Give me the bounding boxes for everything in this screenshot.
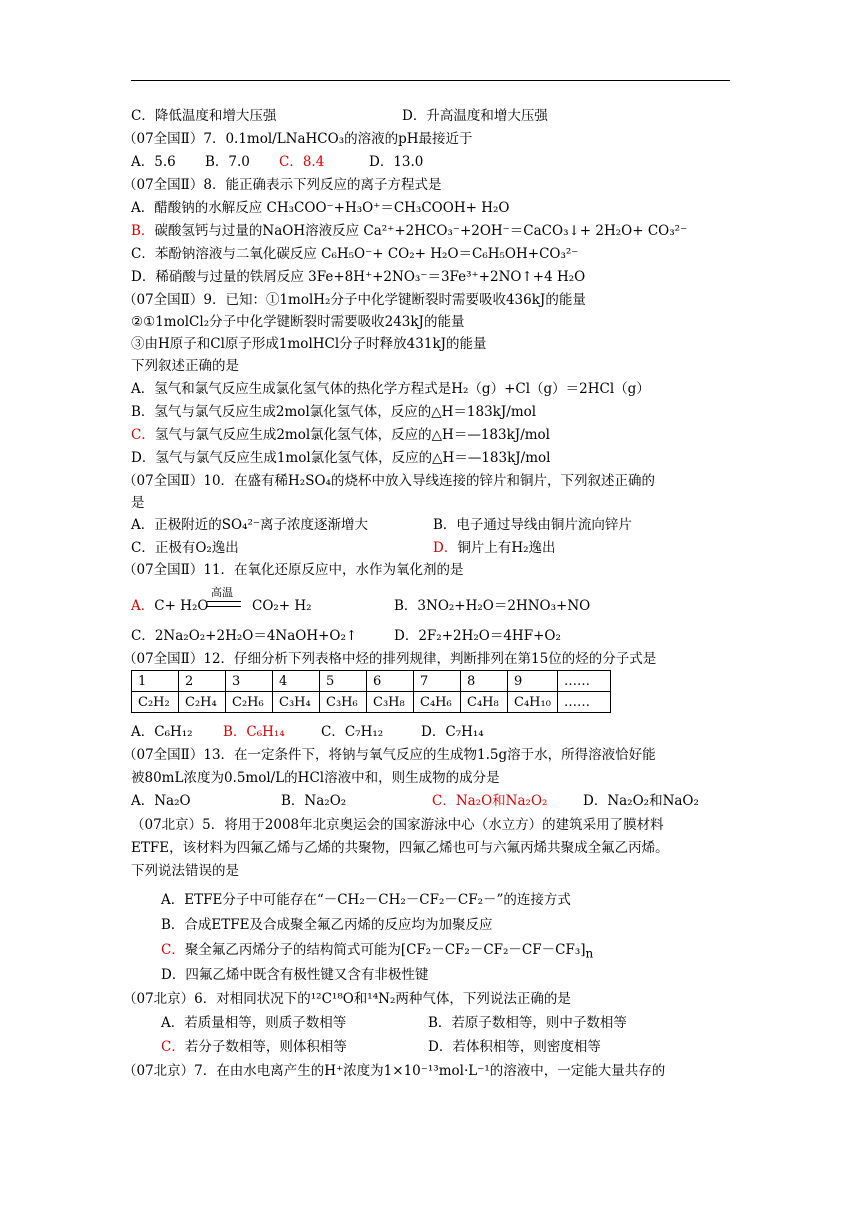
bj5-option-c-letter: C．	[161, 942, 185, 958]
q7-option-d: D．13.0	[369, 154, 424, 170]
table-row	[132, 671, 611, 692]
bj7-stem: （07北京）7．在由水电离产生的H⁺浓度为1×10⁻¹³mol·L⁻¹的溶液中，一定能大量共存的	[123, 1063, 666, 1079]
table-cell: 9	[508, 671, 558, 692]
table-cell: C₃H₆	[320, 692, 367, 713]
bj6-option-d: D．若体积相等，则密度相等	[428, 1039, 601, 1055]
q11-option-c: C．2Na₂O₂+2H₂O＝4NaOH+O₂↑	[131, 628, 358, 644]
q9-option-d: D．氢气与氯气反应生成1mol氯化氢气体，反应的△H＝—183kJ/mol	[131, 450, 551, 466]
table-cell: C₂H₆	[226, 692, 273, 713]
q9-option-c	[131, 425, 550, 445]
table-cell: 8	[461, 671, 508, 692]
table-cell: C₄H₁₀	[508, 692, 558, 713]
q9-stem: （07全国Ⅱ）9．已知：①1molH₂分子中化学键断裂时需要吸收436kJ的能量	[123, 292, 586, 308]
q11-option-a-letter: A．	[131, 598, 155, 614]
q13-stem: （07全国Ⅱ）13．在一定条件下，将钠与氧气反应的生成物1.5g溶于水，所得溶液恰好能	[123, 747, 656, 763]
table-cell: ……	[558, 671, 611, 692]
q9-option-c-letter: C．	[131, 427, 155, 443]
q11-option-b: B．3NO₂+H₂O＝2HNO₃+NO	[394, 598, 591, 614]
q9-option-a: A．氢气和氯气反应生成氯化氢气体的热化学方程式是H₂（g）+Cl（g）＝2HCl（g）	[131, 381, 650, 397]
q13-option-b: B．Na₂O₂	[281, 793, 347, 809]
table-cell: C₄H₆	[414, 692, 461, 713]
q7-stem: （07全国Ⅱ）7．0.1mol/LNaHCO₃的溶液的pH最接近于	[123, 131, 473, 147]
q8-option-b-letter: B．	[131, 223, 155, 239]
q9-given-2: ②①1molCl₂分子中化学键断裂时需要吸收243kJ的能量	[131, 314, 465, 330]
q11-option-a	[131, 596, 208, 616]
q9-given-3: ③由H原子和Cl原子形成1molHCl分子时释放431kJ的能量	[131, 336, 487, 352]
bj5-option-c-subscript-n: n	[585, 946, 594, 961]
q12-option-b: B．C₆H₁₄	[223, 724, 285, 740]
table-cell: 3	[226, 671, 273, 692]
q11-condition-label: 高温	[211, 586, 233, 599]
table-cell: 4	[273, 671, 320, 692]
bj6-stem: （07北京）6．对相同状况下的¹²C¹⁸O和¹⁴N₂两种气体，下列说法正确的是	[123, 991, 571, 1007]
q7-option-c: C．8.4	[279, 154, 325, 170]
table-cell: C₄H₈	[461, 692, 508, 713]
q8-option-a: A．醋酸钠的水解反应 CH₃COO⁻+H₃O⁺＝CH₃COOH+ H₂O	[131, 200, 510, 216]
q8-stem: （07全国Ⅱ）8．能正确表示下列反应的离子方程式是	[123, 177, 442, 193]
hydrocarbon-series-table	[131, 670, 611, 713]
q12-option-d: D．C₇H₁₄	[421, 724, 484, 740]
q12-option-c: C．C₇H₁₂	[321, 724, 384, 740]
bj5-option-b: B．合成ETFE及合成聚全氟乙丙烯的反应均为加聚反应	[161, 917, 493, 933]
table-cell: C₂H₄	[179, 692, 226, 713]
table-cell: 7	[414, 671, 461, 692]
q9-option-c-text: 氢气与氯气反应生成2mol氯化氢气体，反应的△H＝—183kJ/mol	[154, 427, 550, 443]
q9-option-b: B．氢气与氯气反应生成2mol氯化氢气体，反应的△H＝183kJ/mol	[131, 404, 537, 420]
table-cell: 2	[179, 671, 226, 692]
q11-stem: （07全国Ⅱ）11．在氧化还原反应中，水作为氧化剂的是	[123, 562, 464, 578]
bj5-stem: （07北京）5．将用于2008年北京奥运会的国家游泳中心（水立方）的建筑采用了膜材料	[131, 817, 664, 833]
q13-option-c: C．Na₂O和Na₂O₂	[432, 793, 548, 809]
bj5-option-a: A．ETFE分子中可能存在“－CH₂－CH₂－CF₂－CF₂－”的连接方式	[161, 892, 571, 908]
table-cell: C₂H₂	[132, 692, 179, 713]
q10-option-b: B．电子通过导线由铜片流向锌片	[433, 517, 632, 533]
q7-option-a: A．5.6	[131, 154, 176, 170]
bj6-option-c-letter: C．	[161, 1039, 185, 1055]
q13-option-d: D．Na₂O₂和NaO₂	[583, 793, 699, 809]
q10-option-d	[433, 538, 556, 558]
table-cell: C₃H₄	[273, 692, 320, 713]
bj5-prompt: 下列说法错误的是	[131, 863, 239, 879]
table-cell: C₃H₈	[367, 692, 414, 713]
bj6-option-a: A．若质量相等，则质子数相等	[161, 1015, 347, 1031]
q11-option-a-right: CO₂+ H₂	[252, 598, 312, 614]
q8-option-d: D．稀硝酸与过量的铁屑反应 3Fe+8H⁺+2NO₃⁻＝3Fe³⁺+2NO↑+4 H₂O	[131, 269, 586, 285]
q10-option-a: A．正极附近的SO₄²⁻离子浓度逐渐增大	[131, 517, 369, 533]
q12-stem: （07全国Ⅱ）12．仔细分析下列表格中烃的排列规律，判断排列在第15位的烃的分子式是	[123, 651, 657, 667]
bj5-option-d: D．四氟乙烯中既含有极性键又含有非极性键	[161, 967, 429, 983]
header-rule	[131, 80, 730, 81]
table-cell: 6	[367, 671, 414, 692]
q11-option-d: D．2F₂+2H₂O＝4HF+O₂	[394, 628, 561, 644]
q11-equals-sign	[207, 601, 241, 607]
q6-option-c: C．降低温度和增大压强	[131, 108, 277, 124]
q7-option-b: B．7.0	[205, 154, 250, 170]
q8-option-b	[131, 221, 687, 241]
q11-option-a-left: C+ H₂O	[154, 598, 209, 614]
q13-stem-cont: 被80mL浓度为0.5mol/L的HCl溶液中和，则生成物的成分是	[131, 770, 500, 786]
q8-option-b-text: 碳酸氢钙与过量的NaOH溶液反应 Ca²⁺+2HCO₃⁻+2OH⁻＝CaCO₃↓+ 2H₂O+ CO₃²⁻	[154, 223, 688, 239]
q10-option-d-letter: D．	[433, 540, 458, 556]
bj5-option-c-text: 聚全氟乙丙烯分子的结构简式可能为	[184, 942, 401, 958]
bj6-option-b: B．若原子数相等，则中子数相等	[428, 1015, 627, 1031]
q9-prompt: 下列叙述正确的是	[131, 358, 239, 374]
bj5-stem-cont: ETFE，该材料为四氟乙烯与乙烯的共聚物，四氟乙烯也可与六氟丙烯共聚成全氟乙丙烯。	[131, 840, 669, 856]
bj5-option-c	[161, 940, 593, 960]
bj6-option-c-text: 若分子数相等，则体积相等	[184, 1039, 347, 1055]
q10-option-d-text: 铜片上有H₂逸出	[457, 540, 556, 556]
table-row	[132, 692, 611, 713]
q10-stem: （07全国Ⅱ）10．在盛有稀H₂SO₄的烧杯中放入导线连接的锌片和铜片，下列叙述正确的	[123, 473, 655, 489]
table-cell: 5	[320, 671, 367, 692]
q12-option-a: A．C₆H₁₂	[131, 724, 193, 740]
q10-option-c: C．正极有O₂逸出	[131, 540, 239, 556]
table-cell: ……	[558, 692, 611, 713]
bj5-option-c-formula: [CF₂－CF₂－CF₂－CF－CF₃]	[400, 942, 586, 958]
q13-option-a: A．Na₂O	[131, 793, 191, 809]
table-cell: 1	[132, 671, 179, 692]
bj6-option-c	[161, 1037, 347, 1057]
q6-option-d: D．升高温度和增大压强	[402, 108, 548, 124]
q8-option-c: C．苯酚钠溶液与二氧化碳反应 C₆H₅O⁻+ CO₂+ H₂O＝C₆H₅OH+CO₃²⁻	[131, 246, 579, 262]
q10-stem-cont: 是	[131, 495, 145, 511]
